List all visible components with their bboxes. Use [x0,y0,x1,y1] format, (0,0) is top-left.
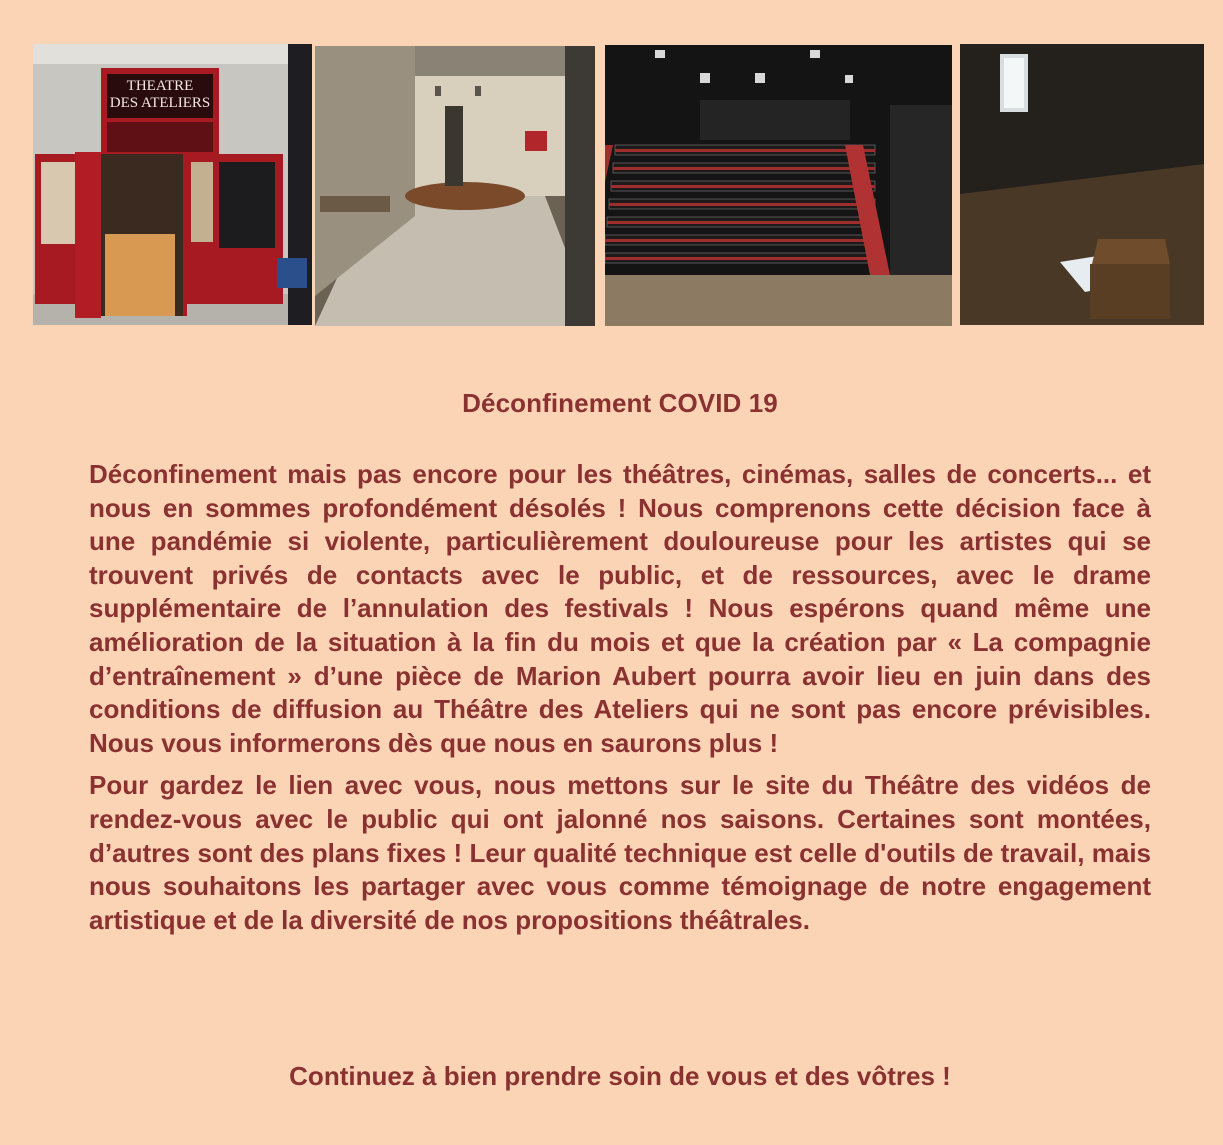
photo-theatre-seating [605,45,952,326]
paragraph-2: Pour gardez le lien avec vous, nous mettons sur le site du Théâtre des vidéos de rendez-vous avec le public qui ont jalonné nos saisons. Certaines sont montées, d’autres sont des plans fixes ! Leur qualité technique est celle d'outils de travail, mais nous souhaitons les partager avec vous comme témoignage de notre engagement artistique et de la diversité de nos propositions théâtrales. [89,770,1151,935]
page-title: Déconfinement COVID 19 [462,388,778,418]
photo-theatre-foyer [315,46,595,326]
closing-message: Continuez à bien prendre soin de vous et des vôtres ! [289,1061,951,1091]
sign-line-2: DES ATELIERS [109,95,211,111]
theatre-seating-image [605,45,952,326]
theatre-entrance-image [33,44,312,325]
theatre-foyer-image [315,46,595,326]
photo-theatre-stage [960,44,1204,325]
article-body [89,458,1151,937]
theatre-stage-image [960,44,1204,325]
paragraph-1: Déconfinement mais pas encore pour les théâtres, cinémas, salles de concerts... et nous en sommes profondément désolés ! Nous comprenons cette décision face à une pandémie si violente, particulièrement douloureuse pour les artistes qui se trouvent privés de contacts avec le public, et de ressources, avec le drame supplémentaire de l’annulation des festivals ! Nous espérons quand même une amélioration de la situation à la fin du mois et que la création par « La compagnie d’entraînement » d’une pièce de Marion Aubert pourra avoir lieu en juin dans des conditions de diffusion au Théâtre des Ateliers qui ne sont pas encore prévisibles. Nous vous informerons dès que nous en saurons plus ! [89,459,1151,758]
photo-theatre-entrance [33,44,312,325]
sign-line-1: THEATRE [126,78,194,94]
